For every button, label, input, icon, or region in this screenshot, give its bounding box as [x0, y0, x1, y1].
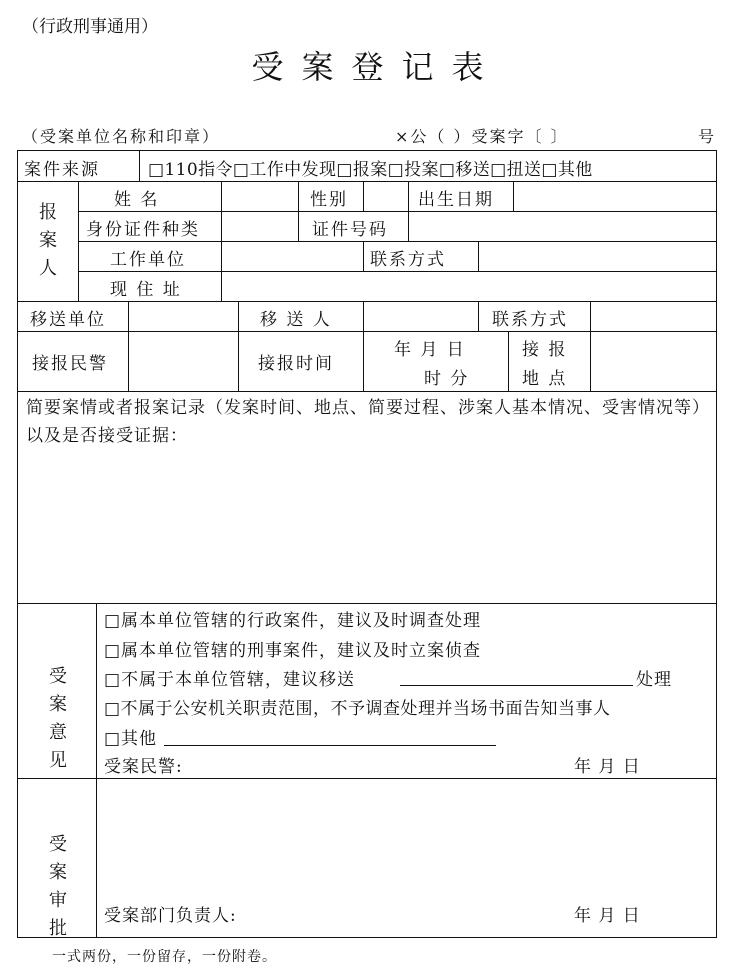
row-divider: [78, 241, 716, 242]
row-divider: [18, 778, 716, 779]
department-head-sign-label: 受案部门负责人:: [104, 906, 237, 926]
receiving-unit-label: （受案单位名称和印章）: [22, 127, 221, 146]
receiving-place-label-2: 地 点: [522, 369, 568, 389]
col-divider: [221, 181, 222, 301]
copies-note: 一式两份，一份留存，一份附卷。: [52, 949, 277, 965]
col-divider: [139, 151, 140, 181]
col-divider: [363, 241, 364, 271]
opinion-option-transfer[interactable]: □不属于本单位管辖，建议移送: [104, 670, 356, 690]
birth-date-label: 出生日期: [418, 190, 494, 210]
transfer-unit-label: 移送单位: [30, 310, 106, 330]
opinion-section-label: 受案意见: [49, 666, 67, 771]
receiving-date-line: 年 月 日: [394, 340, 466, 360]
form-subtitle: （行政刑事通用）: [22, 17, 158, 37]
id-number-label: 证件号码: [312, 220, 388, 240]
transfer-target-blank[interactable]: [400, 685, 633, 686]
case-source-options[interactable]: □110指令□工作中发现□报案□投案□移送□扭送□其他: [148, 160, 593, 180]
row-divider: [18, 603, 716, 604]
col-divider: [363, 181, 364, 211]
col-divider: [78, 181, 79, 301]
approval-section-label: 受案审批: [49, 834, 67, 939]
row-divider: [18, 301, 716, 302]
receiving-hour-line: 时 分: [424, 369, 470, 389]
case-source-label: 案件来源: [24, 160, 100, 180]
registration-table: [17, 150, 717, 938]
col-divider: [508, 331, 509, 391]
opinion-option-other[interactable]: □其他: [104, 729, 158, 749]
col-divider: [96, 603, 97, 938]
id-type-label: 身份证件种类: [86, 220, 200, 240]
case-summary-prompt: 简要案情或者报案记录（发案时间、地点、简要过程、涉案人基本情况、受害情况等）以及是否接受证据：: [26, 398, 710, 446]
col-divider: [298, 181, 299, 241]
receiving-officer-sign-label: 受案民警:: [104, 757, 183, 777]
transfer-person-label: 移 送 人: [260, 310, 332, 330]
work-unit-label: 工作单位: [110, 250, 186, 270]
opinion-date: 年 月 日: [574, 757, 641, 777]
col-divider: [590, 301, 591, 391]
opinion-option-not-police[interactable]: □不属于公安机关职责范围，不予调查处理并当场书面告知当事人: [104, 699, 611, 719]
opinion-handle-suffix: 处理: [636, 670, 672, 690]
address-label: 现 住 址: [110, 280, 182, 300]
col-divider: [363, 301, 364, 391]
col-divider: [238, 301, 239, 391]
form-title: 受案登记表: [251, 48, 502, 86]
row-divider: [78, 271, 716, 272]
col-divider: [513, 181, 514, 211]
case-number-label: ×公（ ）受案字〔 〕: [395, 127, 569, 146]
row-divider: [18, 331, 716, 332]
row-divider: [18, 181, 716, 182]
col-divider: [478, 301, 479, 331]
reporter-contact-label: 联系方式: [370, 250, 446, 270]
receiving-time-label: 接报时间: [258, 354, 334, 374]
transfer-contact-label: 联系方式: [492, 310, 568, 330]
opinion-option-admin[interactable]: □属本单位管辖的行政案件，建议及时调查处理: [104, 611, 482, 631]
col-divider: [478, 241, 479, 271]
receiving-place-label: 接 报: [522, 340, 568, 360]
opinion-option-criminal[interactable]: □属本单位管辖的刑事案件，建议及时立案侦查: [104, 641, 482, 661]
receiving-officer-label: 接报民警: [32, 354, 108, 374]
row-divider: [78, 211, 716, 212]
other-opinion-blank[interactable]: [164, 745, 496, 746]
col-divider: [128, 301, 129, 391]
col-divider: [408, 181, 409, 241]
row-divider: [18, 391, 716, 392]
reporter-group-label: 报案人: [39, 202, 57, 279]
case-number-suffix: 号: [698, 127, 717, 146]
name-label: 姓 名: [114, 190, 160, 210]
approval-date: 年 月 日: [574, 906, 641, 926]
gender-label: 性别: [310, 190, 348, 210]
